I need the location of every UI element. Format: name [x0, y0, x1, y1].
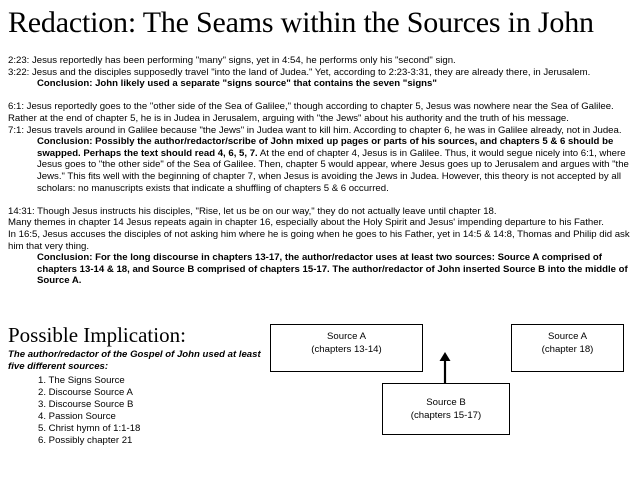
implication-subtitle: The author/redactor of the Gospel of John used at least five different sources:: [8, 349, 261, 372]
source-a-left-detail: (chapters 13-14): [311, 344, 382, 355]
seam-3-22: 3:22: Jesus and the disciples supposedly travel "into the land of Judea." Yet, according to 2:23-3:31, they are already there, in Jerusalem.: [8, 66, 591, 78]
list-item: 3. Discourse Source B: [38, 399, 134, 410]
source-a-right-name: Source A: [548, 331, 587, 342]
seam-14-31: 14:31: Though Jesus instructs his disciples, "Rise, let us be on our way," they do not actually leave until chapter 18.: [8, 205, 497, 217]
source-b-detail: (chapters 15-17): [410, 410, 482, 421]
body-text: [8, 55, 633, 287]
up-arrow-icon: [438, 352, 452, 384]
conclusion-signs-source: Conclusion: John likely used a separate "signs source" that contains the seven "signs": [37, 78, 437, 90]
conclusion-chapter-order-rest: At the end of chapter 4, Jesus is in Galilee. Thus, it would segue nicely into 6:1, where Jesus goes to "the other side" of the Sea of Galilee. Then, chapter 5 would appear, where Jesus goes up to Jerusalem and argues with "the Jews." This fits well with the beginning of chapter 7, when Jesus is avoiding the Jews in Judea. However, this theory is not accepted by all scholars: no manuscripts exists that indicate a shuffling of chapters 5 & 6 occurred.: [37, 147, 629, 194]
seam-16-5: In 16:5, Jesus accuses the disciples of not asking him where he is going when he goes to his Father, yet in 14:5 & 14:8, Thomas and Philip did ask him that very thing.: [8, 228, 630, 252]
slide-title: Redaction: The Seams within the Sources in John: [8, 6, 594, 39]
implication-title: Possible Implication:: [8, 323, 186, 347]
seam-7-1: 7:1: Jesus travels around in Galilee because "the Jews" in Judea want to kill him. According to chapter 6, he was in Galilee already, not in Judea.: [8, 124, 622, 136]
source-a-left-name: Source A: [327, 331, 366, 342]
list-item: 1. The Signs Source: [38, 375, 125, 386]
source-a-right-detail: (chapter 18): [541, 344, 594, 355]
source-b-box: [382, 383, 510, 435]
list-item: 2. Discourse Source A: [38, 387, 133, 398]
seam-6-1: 6:1: Jesus reportedly goes to the "other side of the Sea of Galilee," though according to chapter 5, Jesus was nowhere near the Sea of Galilee.: [8, 101, 614, 113]
list-item: 4. Passion Source: [38, 411, 116, 422]
sources-list: [38, 375, 140, 447]
list-item: 6. Possibly chapter 21: [38, 435, 133, 446]
themes-ch14-16: Many themes in chapter 14 Jesus repeats again in chapter 16, especially about the Holy Spirit and Jesus' impending departure to his Father.: [8, 217, 604, 229]
conclusion-discourse-sources: Conclusion: For the long discourse in chapters 13-17, the author/redactor uses at least two sources: Source A comprised of chapters 13-14 & 18, and Source B comprised of chapters 15-17. The author/redactor of John inserted Source B into the middle of Source A.: [37, 252, 628, 287]
source-a-box-left: [270, 324, 423, 372]
source-a-box-right: [511, 324, 624, 372]
conclusion-chapter-order: [8, 136, 633, 194]
list-item: 5. Christ hymn of 1:1-18: [38, 423, 141, 434]
source-b-name: Source B: [426, 397, 466, 408]
conclusion-chapter-order-bold: Conclusion: Possibly the author/redactor/scribe of John mixed up pages or parts of his sources, and chapters 5 & 6 should be swapped. Perhaps the text should read 4, 6, 5, 7.: [37, 136, 614, 159]
seam-2-23: 2:23: Jesus reportedly has been performing "many" signs, yet in 4:54, he performs only his "second" sign.: [8, 55, 456, 66]
seam-6-1-cont: Rather at the end of chapter 5, he is in Judea in Jerusalem, arguing with "the Jews" about his authority and the truth of his message.: [8, 112, 569, 124]
